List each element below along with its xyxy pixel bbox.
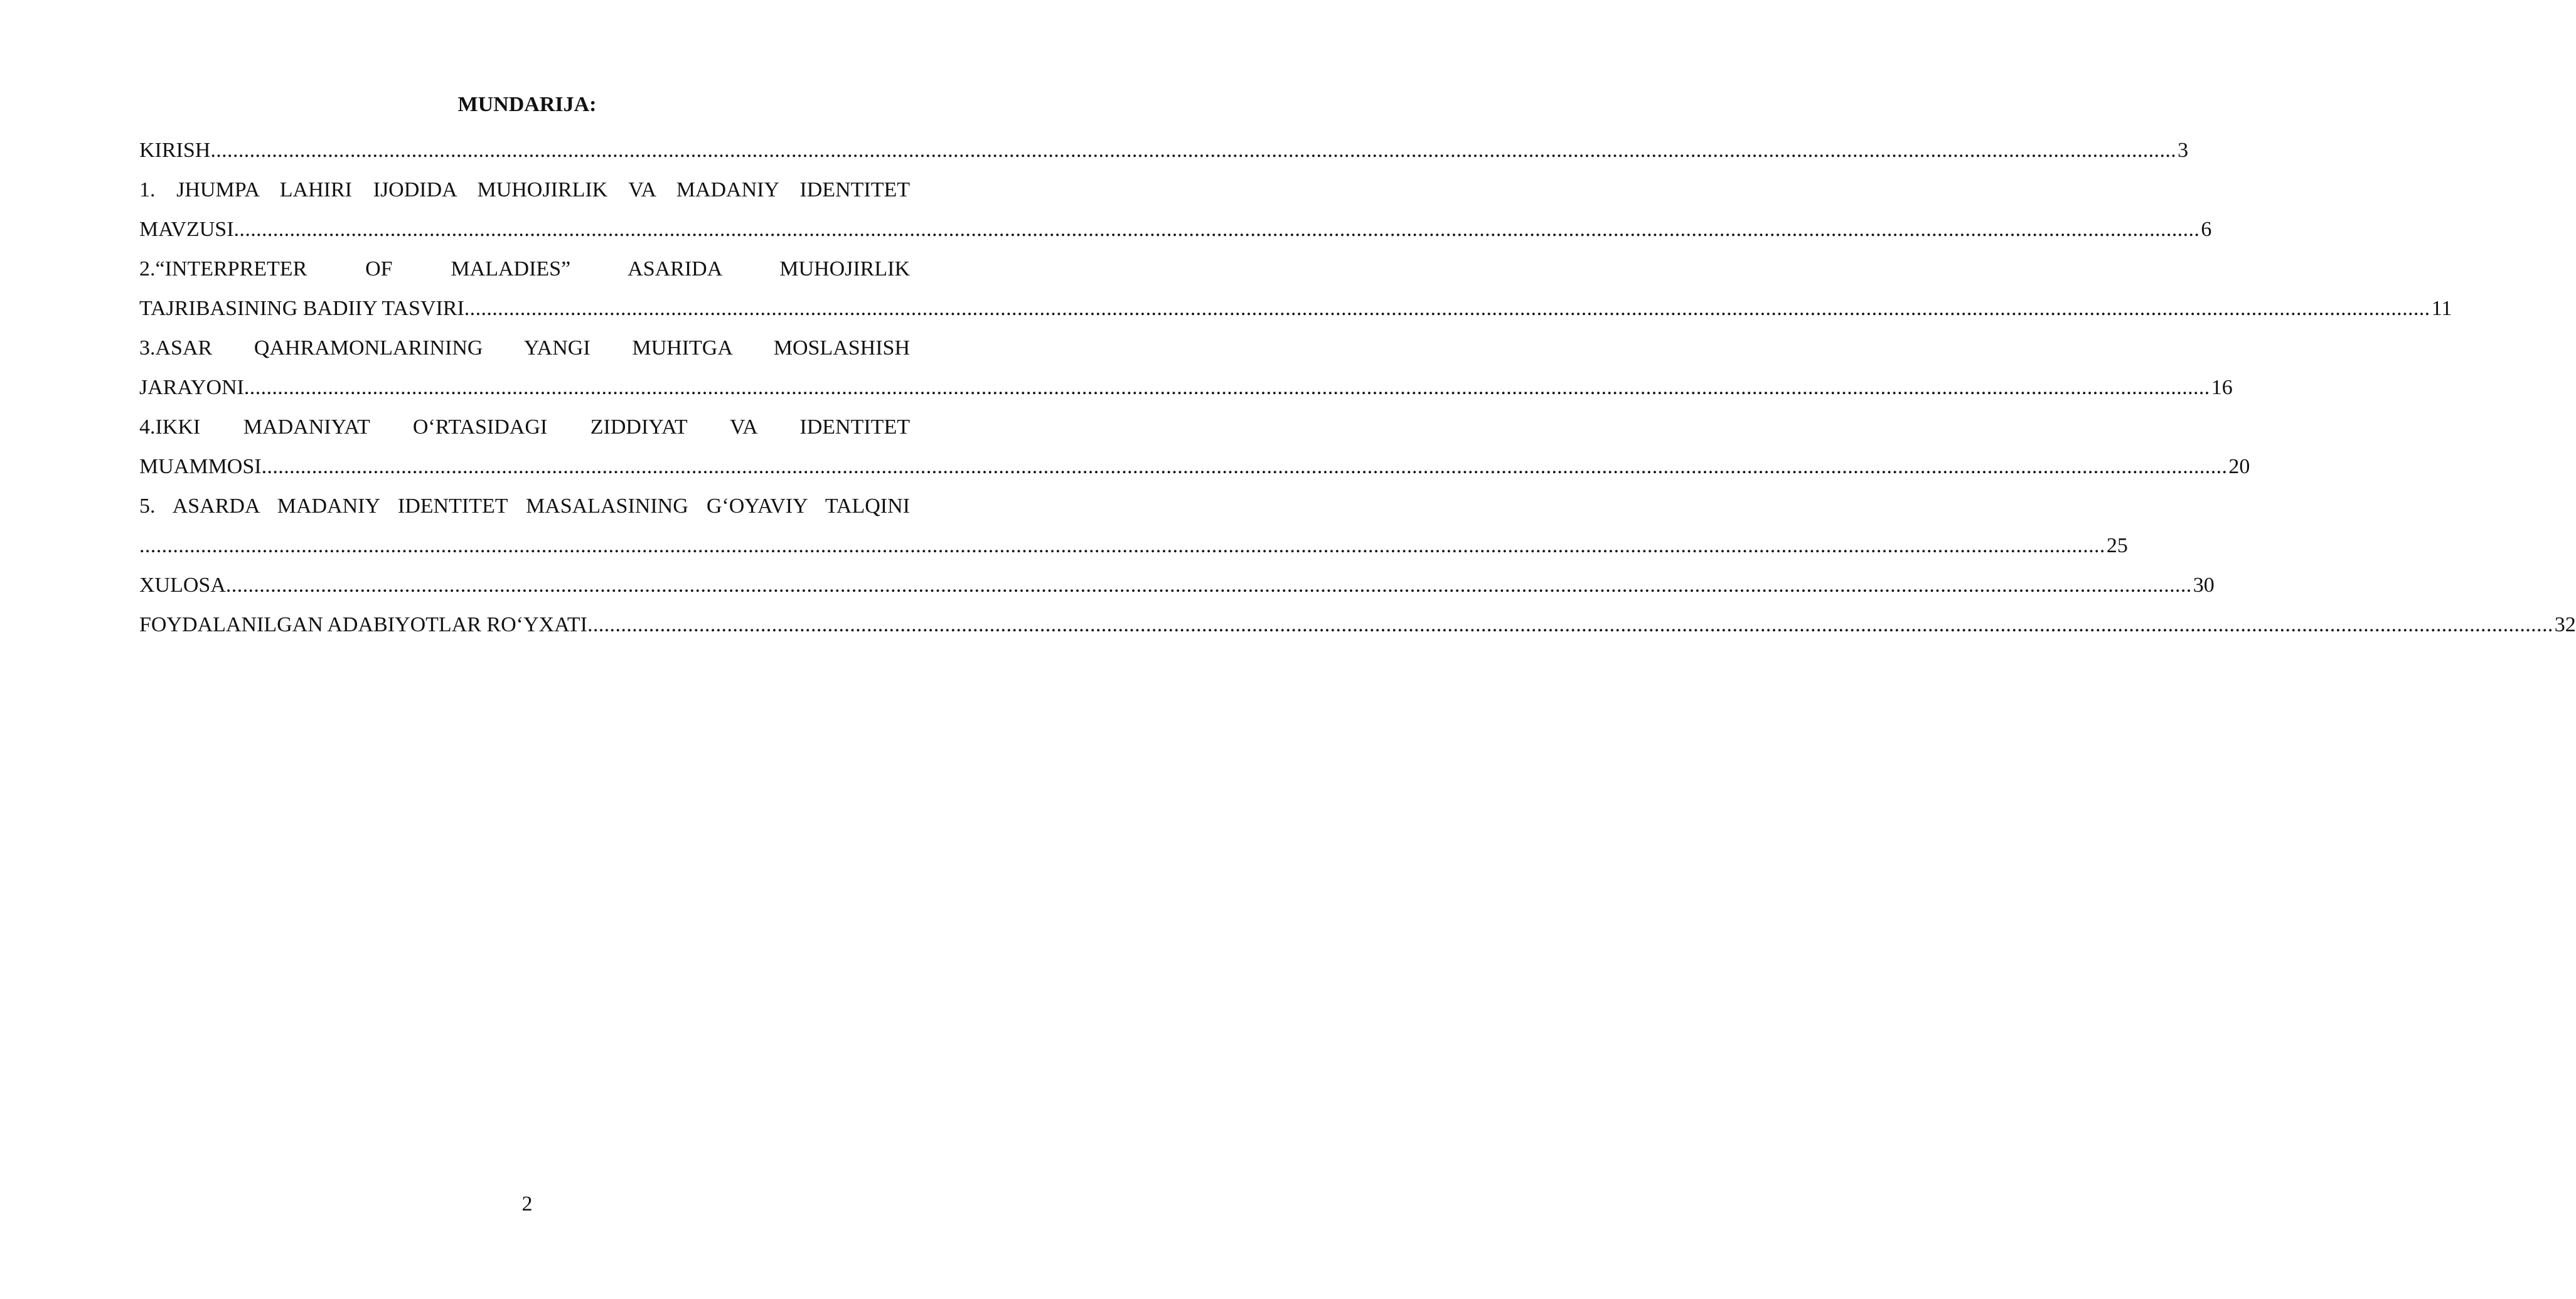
toc-entry-label: FOYDALANILGAN ADABIYOTLAR RO‘YXATI bbox=[139, 613, 587, 636]
toc-entry-page: 30 bbox=[2193, 574, 2215, 597]
toc-entry-1-first-line[interactable]: 1. JHUMPA LAHIRI IJODIDA MUHOJIRLIK VA MADANIY IDENTITET bbox=[139, 178, 910, 201]
table-of-contents bbox=[139, 131, 2576, 644]
toc-entry-5-first-line[interactable]: 5. ASARDA MADANIY IDENTITET MASALASINING G‘OYAVIY TALQINI bbox=[139, 494, 910, 518]
toc-title: MUNDARIJA: bbox=[457, 93, 597, 116]
toc-entry-references[interactable] bbox=[139, 605, 2576, 644]
toc-entry-page: 20 bbox=[2228, 455, 2250, 478]
toc-entry-1-last-line[interactable] bbox=[139, 210, 2212, 249]
toc-entry-2-first-line[interactable]: 2.“INTERPRETER OF MALADIES” ASARIDA MUHOJIRLIK bbox=[139, 257, 910, 281]
toc-entry-2-last-line[interactable] bbox=[139, 289, 2452, 328]
toc-entry-page: 32 bbox=[2554, 613, 2576, 636]
leader-dots: ................................................................................................................................................................................................................................................................................................................................................................ bbox=[243, 376, 2210, 399]
toc-entry-4-last-line[interactable] bbox=[139, 447, 2250, 486]
toc-entry-3-first-line[interactable]: 3.ASAR QAHRAMONLARINING YANGI MUHITGA MOSLASHISH bbox=[139, 336, 910, 360]
page-number: 2 bbox=[521, 1192, 533, 1216]
toc-entry-label: MAVZUSI bbox=[139, 218, 234, 241]
toc-entry-label: KIRISH bbox=[139, 139, 211, 162]
toc-entry-page: 11 bbox=[2431, 297, 2452, 320]
toc-entry-kirish[interactable] bbox=[139, 131, 2189, 170]
toc-entry-page: 25 bbox=[2106, 534, 2128, 557]
leader-dots: ................................................................................................................................................................................................................................................................................................................................................................ bbox=[139, 534, 2105, 557]
leader-dots: ................................................................................................................................................................................................................................................................................................................................................................ bbox=[225, 574, 2192, 597]
leader-dots: ................................................................................................................................................................................................................................................................................................................................................................ bbox=[233, 218, 2200, 241]
leader-dots: ................................................................................................................................................................................................................................................................................................................................................................ bbox=[464, 297, 2430, 320]
toc-entry-label: JARAYONI bbox=[139, 376, 244, 399]
leader-dots: ................................................................................................................................................................................................................................................................................................................................................................ bbox=[261, 455, 2228, 478]
toc-entry-label: TAJRIBASINING BADIIY TASVIRI bbox=[139, 297, 464, 320]
toc-entry-xulosa[interactable] bbox=[139, 565, 2215, 605]
toc-entry-label: MUAMMOSI bbox=[139, 455, 262, 478]
toc-entry-5-last-line[interactable] bbox=[139, 526, 2128, 565]
leader-dots: ................................................................................................................................................................................................................................................................................................................................................................ bbox=[587, 613, 2553, 636]
toc-entry-label: XULOSA bbox=[139, 574, 226, 597]
toc-entry-4-first-line[interactable]: 4.IKKI MADANIYAT O‘RTASIDAGI ZIDDIYAT VA IDENTITET bbox=[139, 415, 910, 439]
leader-dots: ................................................................................................................................................................................................................................................................................................................................................................ bbox=[210, 139, 2177, 162]
toc-entry-3-last-line[interactable] bbox=[139, 368, 2233, 407]
toc-entry-page: 16 bbox=[2211, 376, 2233, 399]
toc-entry-page: 6 bbox=[2201, 218, 2212, 241]
toc-entry-page: 3 bbox=[2178, 139, 2189, 162]
